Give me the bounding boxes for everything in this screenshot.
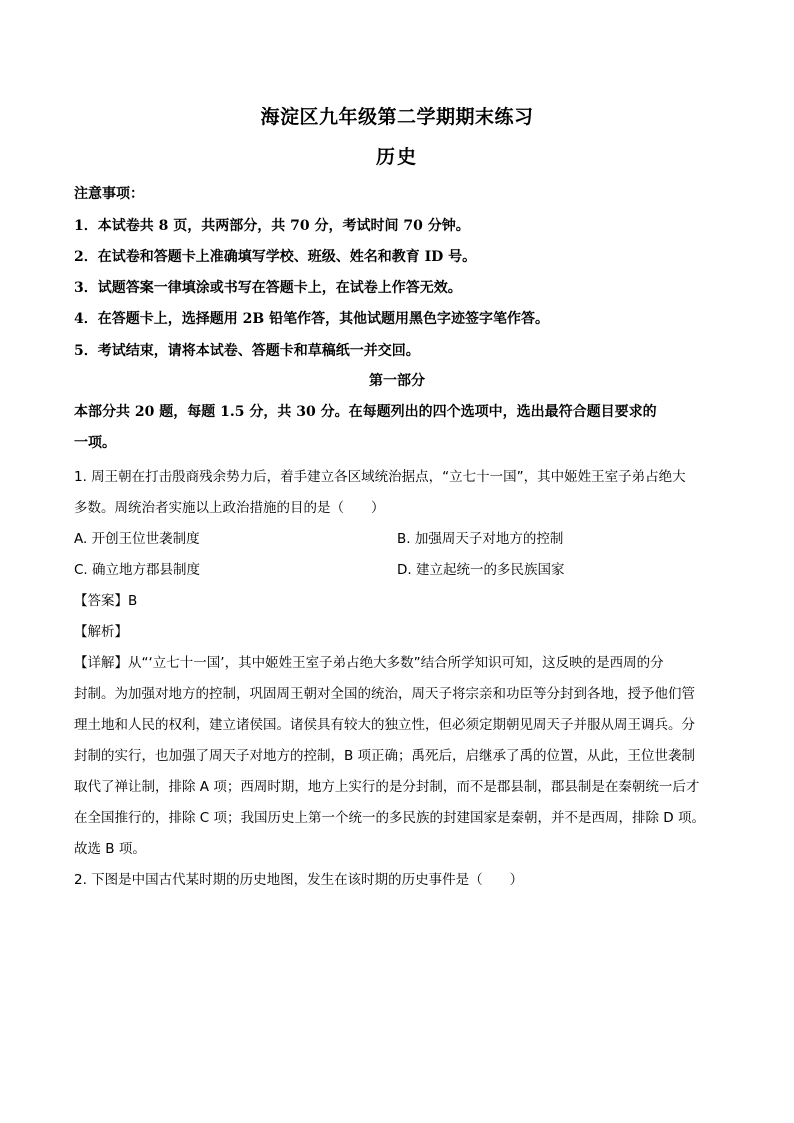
option-b: B. 加强周天子对地方的控制	[397, 531, 564, 547]
explanation-line: 取代了禅让制，排除 A 项；西周时期，地方上实行的是分封制，而不是郡县制，郡县制是在秦朝统一后才	[74, 779, 700, 795]
answer-label: 【答案】B	[74, 593, 138, 609]
notice-heading: 注意事项：	[74, 186, 144, 202]
question-1-stem: 1. 周王朝在打击殷商残余势力后，着手建立各区域统治据点，“立七十一国”，其中姬姓王室子弟占绝大	[74, 469, 686, 485]
question-1-stem-cont: 多数。周统治者实施以上政治措施的目的是（ ）	[74, 500, 385, 516]
notice-item: 5．考试结束，请将本试卷、答题卡和草稿纸一并交回。	[74, 343, 420, 359]
explanation-line: 故选 B 项。	[74, 841, 146, 857]
explanation-line: 理土地和人民的权利，建立诸侯国。诸侯具有较大的独立性，但必须定期朝见周天子并服从周王调兵。分	[74, 717, 695, 733]
analysis-label: 【解析】	[74, 624, 128, 640]
notice-item: 3．试题答案一律填涂或书写在答题卡上，在试卷上作答无效。	[74, 280, 462, 296]
exam-title: 海淀区九年级第二学期期末练习	[260, 106, 534, 128]
explanation-line: 【详解】从“‘立七十一国’，其中姬姓王室子弟占绝大多数”结合所学知识可知，这反映的是西周的分	[74, 655, 664, 671]
notice-item: 1．本试卷共 8 页，共两部分，共 70 分，考试时间 70 分钟。	[74, 218, 470, 234]
notice-item: 4．在答题卡上，选择题用 2B 铅笔作答，其他试题用黑色字迹签字笔作答。	[74, 311, 550, 327]
option-a: A. 开创王位世袭制度	[74, 531, 200, 547]
part-instruction-cont: 一项。	[74, 435, 116, 451]
explanation-line: 封制的实行，也加强了周天子对地方的控制，B 项正确；禹死后，启继承了禹的位置，从此，王位世袭制	[74, 748, 696, 764]
question-2-stem: 2. 下图是中国古代某时期的历史地图，发生在该时期的历史事件是（ ）	[74, 872, 524, 888]
option-d: D. 建立起统一的多民族国家	[397, 562, 565, 578]
exam-subject: 历史	[375, 146, 418, 168]
part-instruction: 本部分共 20 题，每题 1.5 分，共 30 分。在每题列出的四个选项中，选出最符合题目要求的	[74, 404, 657, 420]
explanation-line: 在全国推行的，排除 C 项；我国历史上第一个统一的多民族的封建国家是秦朝，并不是西周，排除 D 项。	[74, 810, 705, 826]
part-heading: 第一部分	[369, 373, 425, 389]
explanation-line: 封制。为加强对地方的控制，巩固周王朝对全国的统治，周天子将宗亲和功臣等分封到各地，授予他们管	[74, 686, 695, 702]
notice-item: 2．在试卷和答题卡上准确填写学校、班级、姓名和教育 ID 号。	[74, 249, 477, 265]
option-c: C. 确立地方郡县制度	[74, 562, 201, 578]
